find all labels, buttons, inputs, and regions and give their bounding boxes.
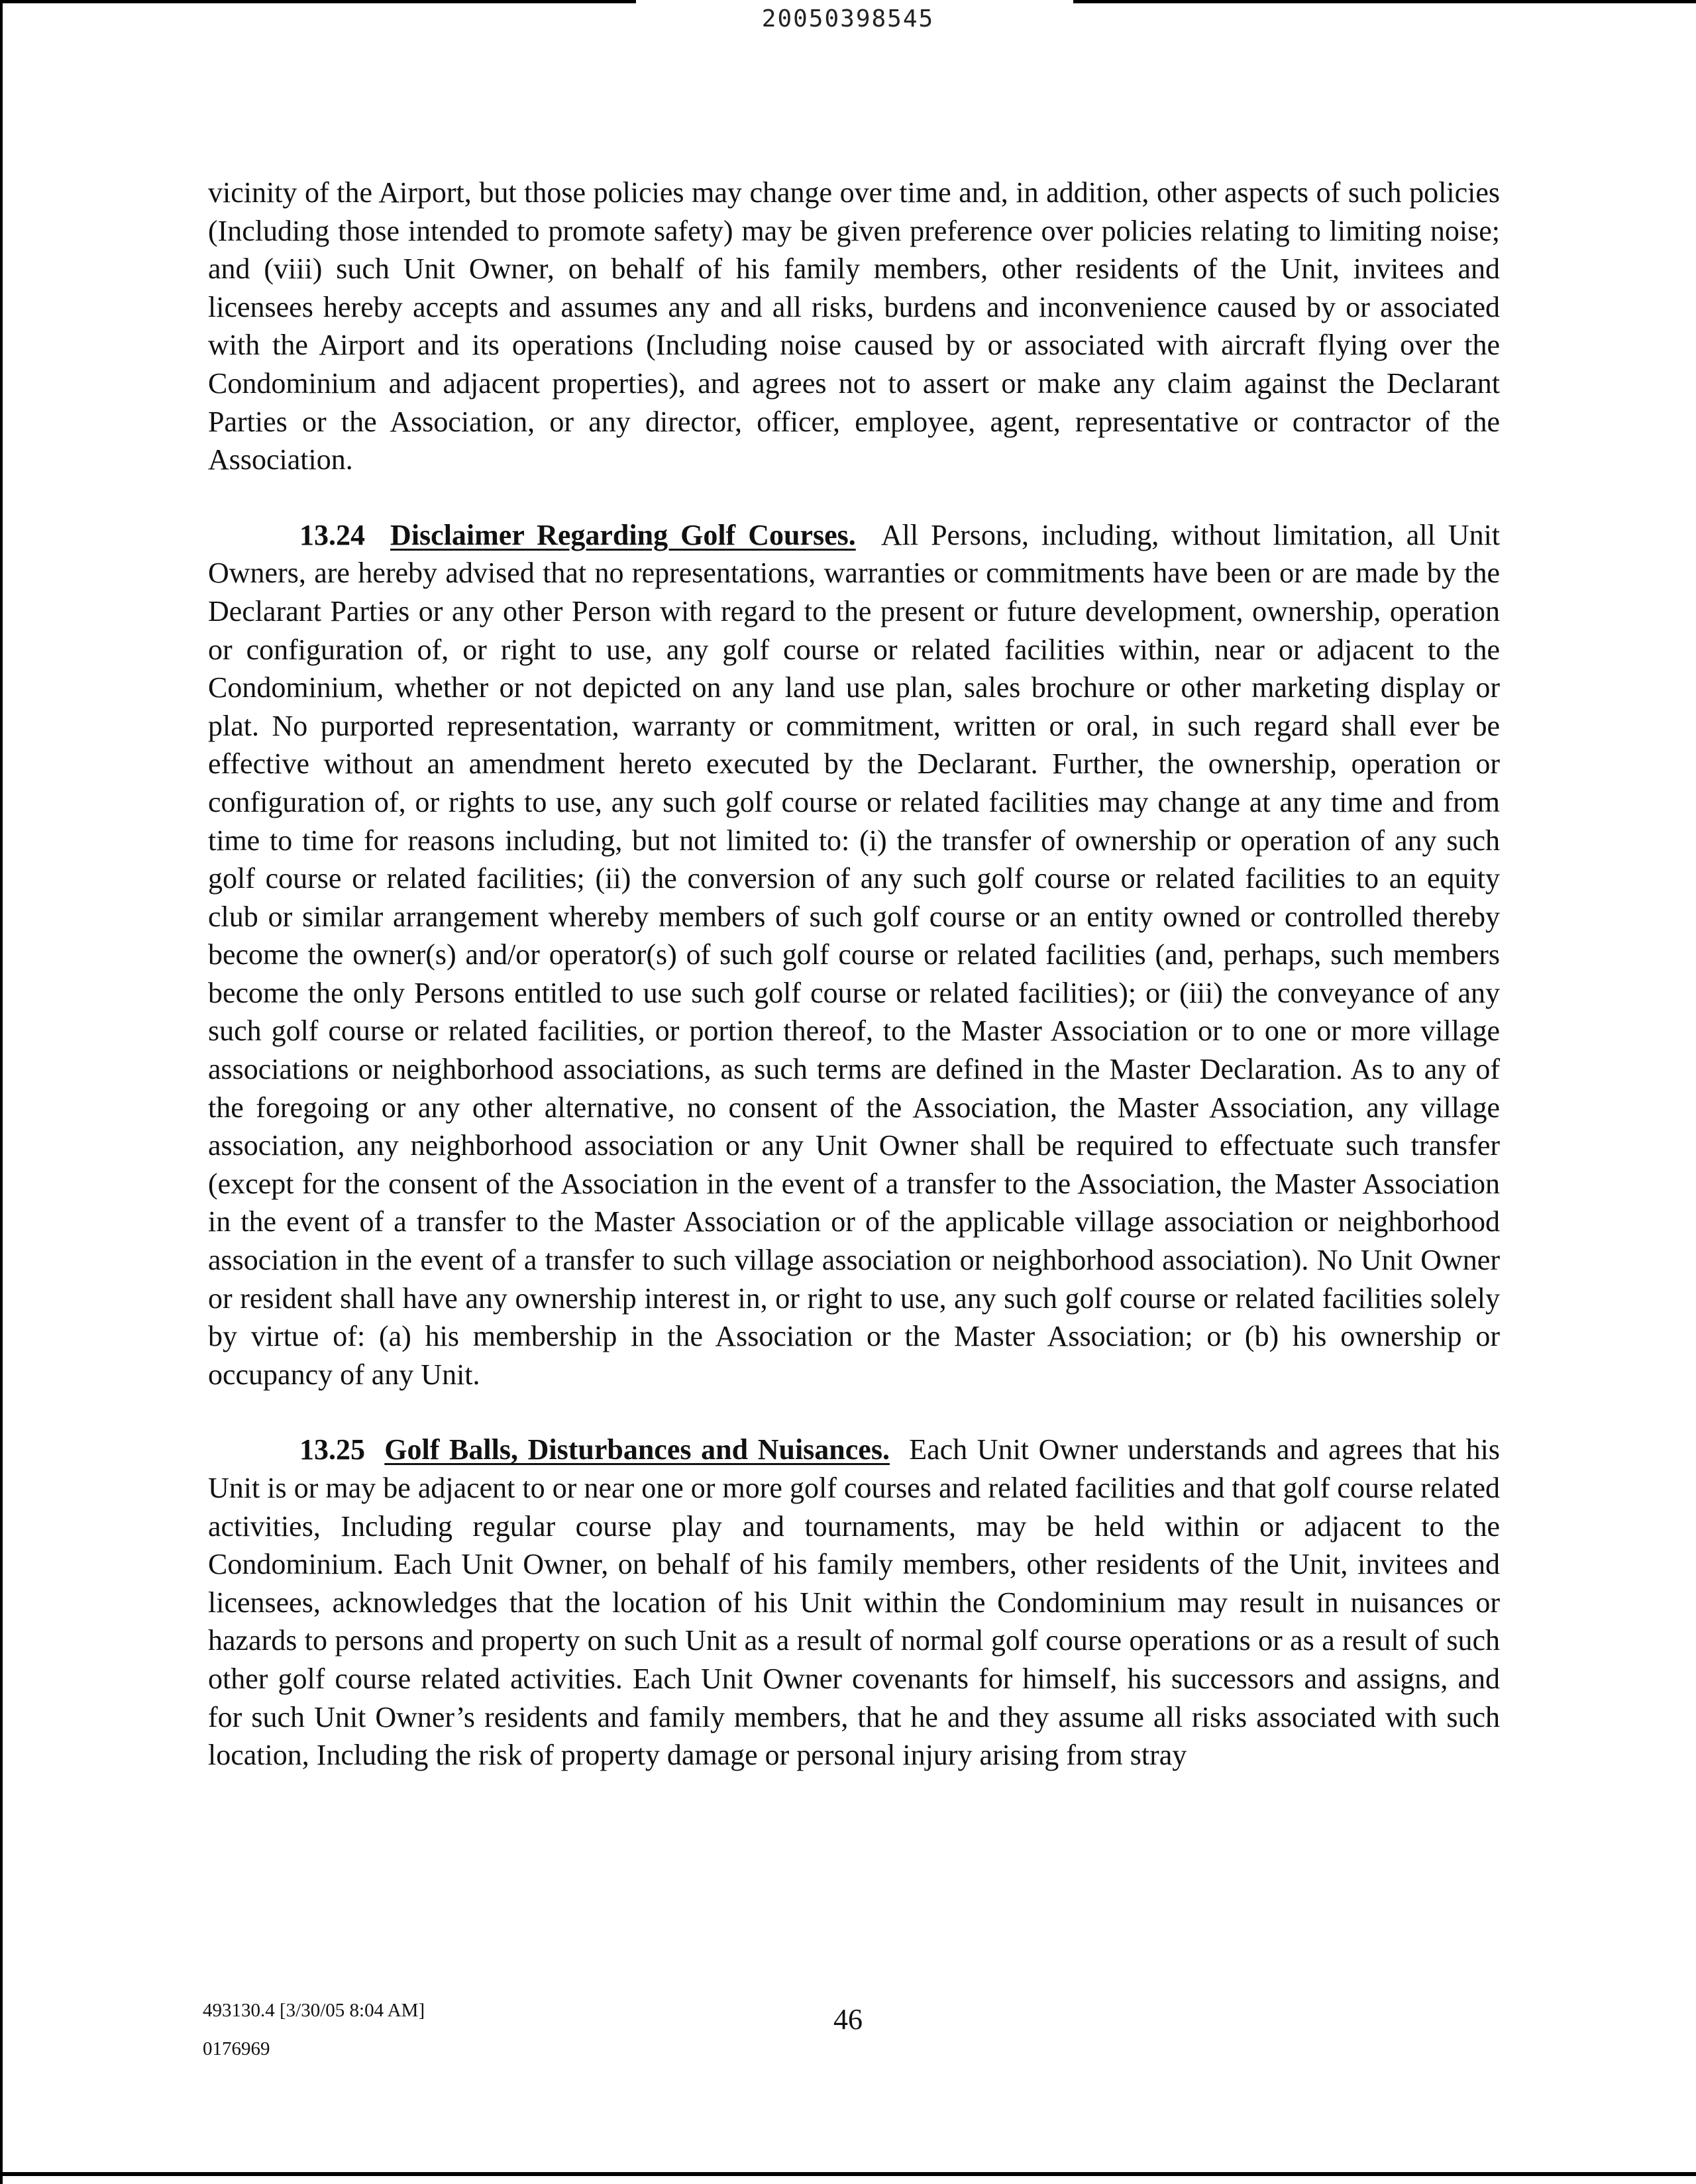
- page-number: 46: [833, 2003, 863, 2036]
- section-title: Golf Balls, Disturbances and Nuisances.: [384, 1433, 890, 1466]
- section-13-24: [208, 516, 1500, 1394]
- page-body: [208, 174, 1500, 1812]
- section-title: Disclaimer Regarding Golf Courses.: [390, 518, 856, 551]
- section-13-25: [208, 1431, 1500, 1774]
- bottom-rule: [0, 2172, 1696, 2176]
- section-number: 13.25: [299, 1433, 365, 1466]
- section-text: Each Unit Owner understands and agrees that his Unit is or may be adjacent to or near one or more golf courses and related facilities and that golf course related activities, Including regular course play and tournaments, may be held within or adjacent to the Condominium. Each Unit Owner, on behalf of his family members, other residents of the Unit, invitees and licensees, acknowledges that the location of his Unit within the Condominium may result in nuisances or hazards to persons and property on such Unit as a result of normal golf course operations or as a result of such other golf course related activities. Each Unit Owner covenants for himself, his successors and assigns, and for such Unit Owner’s residents and family members, that he and they assume all risks associated with such location, Including the risk of property damage or personal injury arising from stray: [208, 1433, 1501, 1772]
- section-number: 13.24: [299, 518, 365, 551]
- document-number: 20050398545: [761, 5, 935, 32]
- footer-file-number: 0176969: [203, 2038, 270, 2059]
- paragraph-continuation: vicinity of the Airport, but those policies may change over time and, in addition, other aspects of such policies (Including those intended to promote safety) may be given preference over policies relating to limiting noise; and (viii) such Unit Owner, on behalf of his family members, other residents of the Unit, invitees and licensees hereby accepts and assumes any and all risks, burdens and inconvenience caused by or associated with the Airport and its operations (Including noise caused by or associated with aircraft flying over the Condominium and adjacent properties), and agrees not to assert or make any claim against the Declarant Parties or the Association, or any director, officer, employee, agent, representative or contractor of the Association.: [208, 176, 1500, 476]
- footer-doc-id: 493130.4 [3/30/05 8:04 AM]: [203, 2000, 425, 2021]
- scan-left-edge: [0, 0, 3, 2184]
- top-rule-right: [1073, 0, 1696, 3]
- top-rule-left: [0, 0, 636, 3]
- section-text: All Persons, including, without limitation, all Unit Owners, are hereby advised that no representations, warranties or commitments have been or are made by the Declarant Parties or any other Person with regard to the present or future development, ownership, operation or configuration of, or right to use, any golf course or related facilities within, near or adjacent to the Condominium, whether or not depicted on any land use plan, sales brochure or other marketing display or plat. No purported representation, warranty or commitment, written or oral, in such regard shall ever be effective without an amendment hereto executed by the Declarant. Further, the ownership, operation or configuration of, or rights to use, any such golf course or related facilities may change at any time and from time to time for reasons including, but not limited to: (i) the transfer of ownership or operation of any such golf course or related facilities; (ii) the conversion of any such golf course or related facilities to an equity club or similar arrangement whereby members of such golf course or an entity owned or controlled thereby become the owner(s) and/or operator(s) of such golf course or related facilities (and, perhaps, such members become the only Persons entitled to use such golf course or related facilities); or (iii) the conveyance of any such golf course or related facilities, or portion thereof, to the Master Association or to one or more village associations or neighborhood associations, as such terms are defined in the Master Declaration. As to any of the foregoing or any other alternative, no consent of the Association, the Master Association, any village association, any neighborhood association or any Unit Owner shall be required to effectuate such transfer (except for the consent of the Association in the event of a transfer to the Association, the Master Association in the event of a transfer to the Master Association or of the applicable village association or neighborhood association in the event of a transfer to such village association or neighborhood association). No Unit Owner or resident shall have any ownership interest in, or right to use, any such golf course or related facilities solely by virtue of: (a) his membership in the Association or the Master Association; or (b) his ownership or occupancy of any Unit.: [208, 518, 1501, 1391]
